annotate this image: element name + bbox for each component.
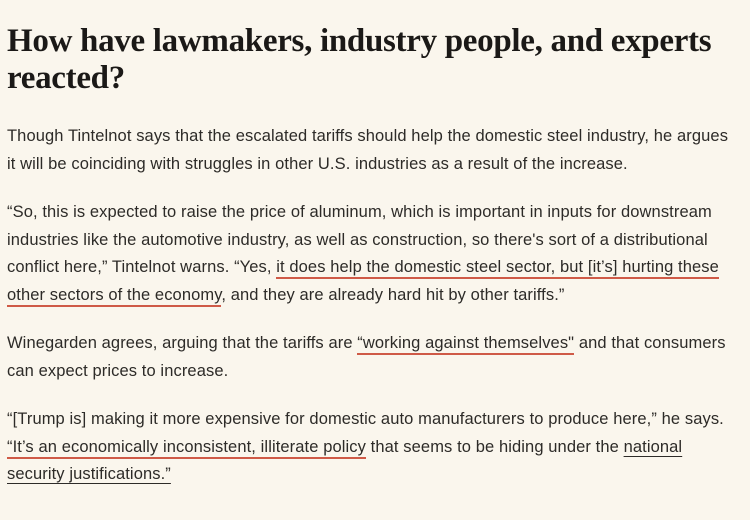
paragraph-text: , and they are already hard hit by other tariffs.” <box>221 285 565 304</box>
link-domestic-steel-sector[interactable]: it does help the domestic steel sector, but [it’s] hurting these other sectors of the economy <box>7 258 719 307</box>
paragraph <box>7 330 737 385</box>
link-working-against-themselves[interactable]: “working against themselves" <box>357 334 574 355</box>
paragraph-text: and that consumers can expect prices to increase. <box>7 334 726 380</box>
paragraph <box>7 406 737 489</box>
paragraph-text: “[Trump is] making it more expensive for domestic auto manufacturers to produce here,” he says. <box>7 410 724 428</box>
paragraph <box>7 199 737 309</box>
link-economically-inconsistent-policy[interactable]: “It’s an economically inconsistent, illiterate policy <box>7 438 366 459</box>
paragraph-text: Though Tintelnot says that the escalated tariffs should help the domestic steel industry, he argues it will be coinciding with struggles in other U.S. industries as a result of the increase. <box>7 127 729 173</box>
paragraph-text: that seems to be hiding under the <box>366 437 624 456</box>
paragraph-text: “So, this is expected to raise the price of aluminum, which is important in inputs for downstream industries like the automotive industry, as well as construction, so there's sort of a distributional conflict here,” Tintelnot warns. “Yes, <box>7 203 712 276</box>
link-national-security-justifications[interactable]: national security justifications.” <box>7 437 683 483</box>
article-body <box>0 23 750 489</box>
section-heading: How have lawmakers, industry people, and experts reacted? <box>7 23 712 96</box>
paragraph <box>7 123 737 178</box>
paragraph-text: Winegarden agrees, arguing that the tariffs are <box>7 334 358 352</box>
